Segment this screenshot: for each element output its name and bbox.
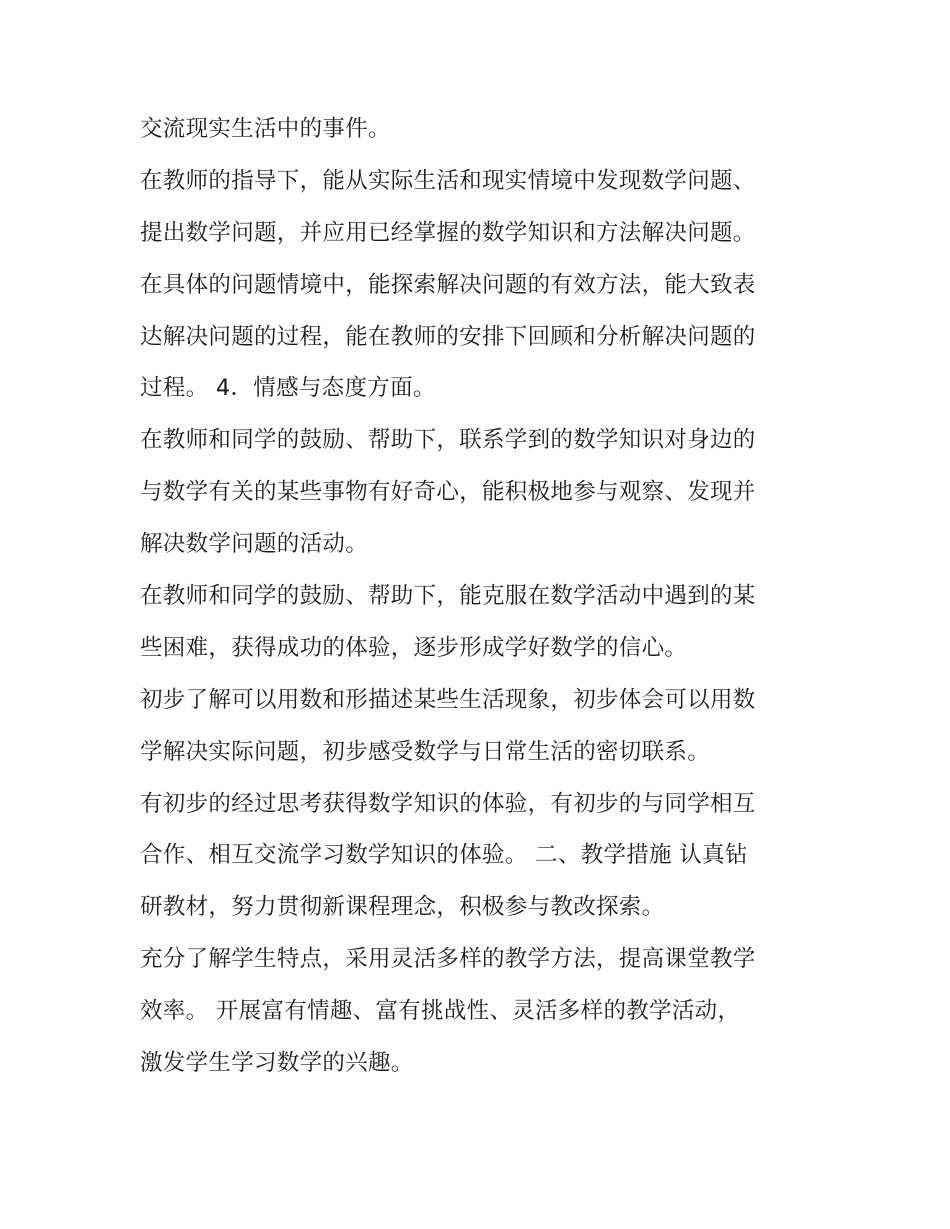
text-line: 与数学有关的某些事物有好奇心，能积极地参与观察、发现并 bbox=[140, 479, 756, 506]
text-line: 合作、相互交流学习数学知识的体验。 二、教学措施 认真钻 bbox=[140, 842, 748, 869]
text-line: 在教师和同学的鼓励、帮助下，联系学到的数学知识对身边的 bbox=[140, 427, 756, 454]
text-line: 在教师和同学的鼓励、帮助下，能克服在数学活动中遇到的某 bbox=[140, 583, 756, 610]
text-line: 学解决实际问题，初步感受数学与日常生活的密切联系。 bbox=[140, 738, 711, 765]
text-line: 效率。 开展富有情趣、富有挑战性、灵活多样的教学活动， bbox=[140, 998, 741, 1025]
text-line: 解决数学问题的活动。 bbox=[140, 531, 369, 558]
text-line: 交流现实生活中的事件。 bbox=[140, 116, 391, 142]
text-line: 充分了解学生特点，采用灵活多样的教学方法，提高课堂教学 bbox=[140, 946, 756, 973]
text-line: 初步了解可以用数和形描述某些生活现象，初步体会可以用数 bbox=[140, 686, 756, 713]
text-line: 有初步的经过思考获得数学知识的体验，有初步的与同学相互 bbox=[140, 790, 756, 817]
text-line: 些困难，获得成功的体验，逐步形成学好数学的信心。 bbox=[140, 634, 688, 661]
text-line: 激发学生学习数学的兴趣。 bbox=[140, 1050, 414, 1077]
text-line: 在具体的问题情境中，能探索解决问题的有效方法，能大致表 bbox=[140, 271, 756, 298]
text-line: 提出数学问题，并应用已经掌握的数学知识和方法解决问题。 bbox=[140, 219, 756, 246]
text-line: 达解决问题的过程，能在教师的安排下回顾和分析解决问题的 bbox=[140, 323, 756, 350]
text-line: 在教师的指导下，能从实际生活和现实情境中发现数学问题、 bbox=[140, 167, 756, 194]
document-body bbox=[140, 106, 820, 1092]
text-line: 过程。 4．情感与态度方面。 bbox=[140, 375, 436, 402]
text-line: 研教材，努力贯彻新课程理念，积极参与教改探索。 bbox=[140, 894, 665, 921]
